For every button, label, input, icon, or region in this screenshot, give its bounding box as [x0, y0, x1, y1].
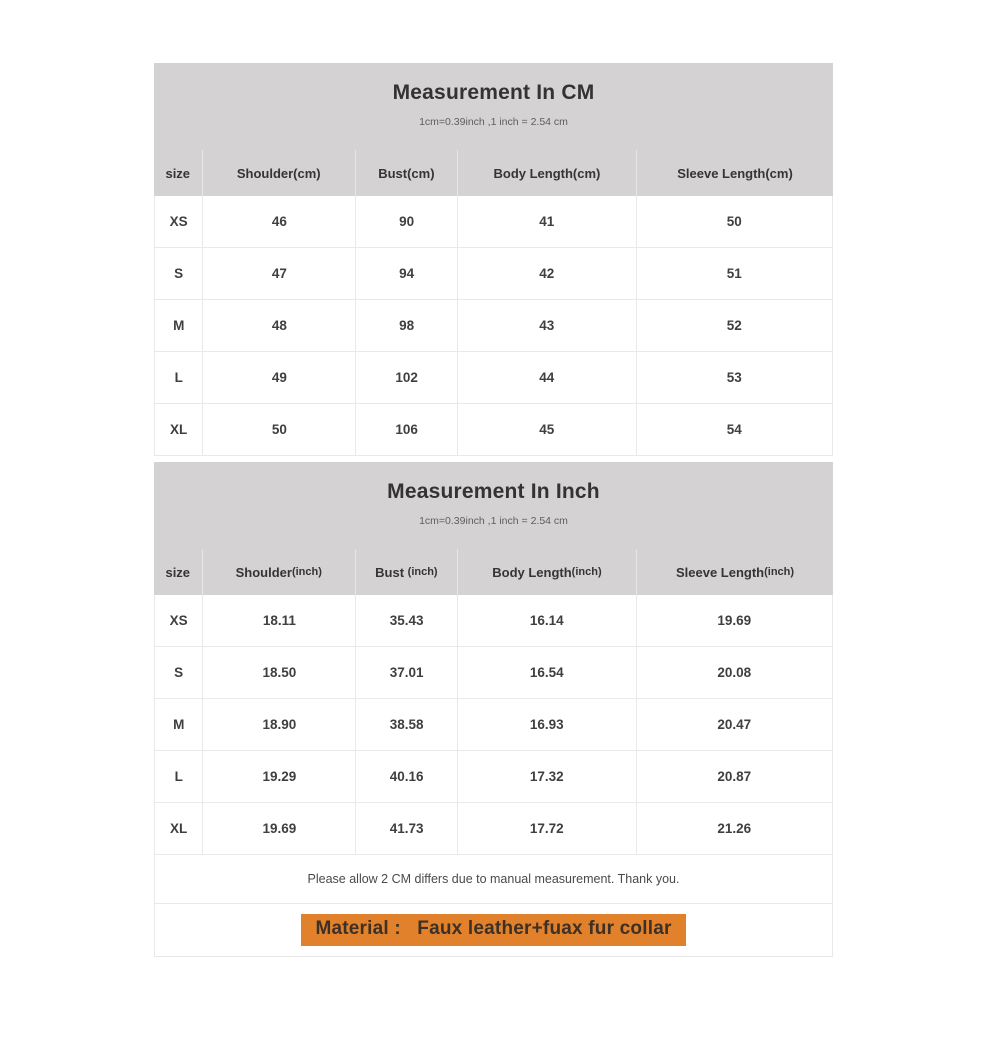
shoulder-cell: 19.69	[202, 803, 355, 855]
cm-column-header-body-length: Body Length(cm)	[457, 150, 636, 196]
inch-column-header-size: size	[165, 564, 191, 580]
inch-column-header-shoulder: Shoulder (inch)	[202, 549, 355, 595]
sleeve-length-cell: 51	[636, 248, 832, 300]
body-length-cell: 17.72	[457, 803, 636, 855]
inch-column-header-body-length: Body Length (inch)	[457, 549, 636, 595]
table-row-l-inch	[155, 751, 832, 803]
shoulder-cell: 46	[202, 196, 355, 248]
size-chart-page	[0, 63, 1000, 1063]
cm-column-header-sleeve-length: Sleeve Length(cm)	[636, 150, 833, 196]
size-cell: XL	[155, 404, 202, 456]
table-row-xl-inch	[155, 803, 832, 855]
sleeve-length-cell: 20.87	[636, 751, 832, 803]
shoulder-cell: 50	[202, 404, 355, 456]
body-length-cell: 43	[457, 300, 636, 352]
bust-cell: 94	[355, 248, 457, 300]
cm-column-header-bust: Bust(cm)	[355, 150, 457, 196]
inch-table-body	[154, 595, 833, 855]
bust-cell: 106	[355, 404, 457, 456]
cm-table-header	[154, 63, 833, 196]
size-cell: L	[155, 751, 202, 803]
shoulder-cell: 49	[202, 352, 355, 404]
size-cell: XS	[155, 595, 202, 647]
bust-cell: 90	[355, 196, 457, 248]
size-cell: XS	[155, 196, 202, 248]
shoulder-cell: 48	[202, 300, 355, 352]
inch-conversion-note: 1cm=0.39inch ,1 inch = 2.54 cm	[419, 515, 568, 527]
bust-cell: 35.43	[355, 595, 457, 647]
size-cell: M	[155, 300, 202, 352]
bust-cell: 102	[355, 352, 457, 404]
inch-column-header-bust: Bust (inch)	[355, 549, 457, 595]
sleeve-length-cell: 52	[636, 300, 832, 352]
bust-cell: 98	[355, 300, 457, 352]
shoulder-cell: 47	[202, 248, 355, 300]
table-row-m-cm	[155, 300, 832, 352]
shoulder-cell: 18.11	[202, 595, 355, 647]
size-cell: XL	[155, 803, 202, 855]
sleeve-length-cell: 54	[636, 404, 832, 456]
size-cell: S	[155, 248, 202, 300]
table-row-s-inch	[155, 647, 832, 699]
body-length-cell: 45	[457, 404, 636, 456]
body-length-cell: 41	[457, 196, 636, 248]
cm-column-header-size: size	[165, 165, 191, 181]
sleeve-length-cell: 19.69	[636, 595, 832, 647]
shoulder-cell: 18.50	[202, 647, 355, 699]
body-length-cell: 44	[457, 352, 636, 404]
measurement-note-text: Please allow 2 CM differs due to manual measurement. Thank you.	[307, 872, 680, 886]
size-cell: S	[155, 647, 202, 699]
inch-table-title: Measurement In Inch	[387, 480, 600, 503]
bust-cell: 41.73	[355, 803, 457, 855]
table-row-xs-cm	[155, 196, 832, 248]
table-row-xl-cm	[155, 404, 832, 456]
body-length-cell: 17.32	[457, 751, 636, 803]
cm-table-title: Measurement In CM	[392, 81, 595, 104]
size-cell: M	[155, 699, 202, 751]
inch-table-header	[154, 462, 833, 595]
bust-cell: 40.16	[355, 751, 457, 803]
size-cell: L	[155, 352, 202, 404]
cm-table-body	[154, 196, 833, 456]
bust-cell: 38.58	[355, 699, 457, 751]
sleeve-length-cell: 53	[636, 352, 832, 404]
size-chart	[154, 63, 833, 957]
table-measurement-cm	[154, 63, 833, 456]
measurement-note-row	[154, 855, 833, 904]
bust-cell: 37.01	[355, 647, 457, 699]
sleeve-length-cell: 20.47	[636, 699, 832, 751]
material-row	[154, 904, 833, 957]
table-row-s-cm	[155, 248, 832, 300]
inch-column-header-row	[154, 549, 833, 595]
table-row-xs-inch	[155, 595, 832, 647]
body-length-cell: 42	[457, 248, 636, 300]
sleeve-length-cell: 21.26	[636, 803, 832, 855]
sleeve-length-cell: 20.08	[636, 647, 832, 699]
table-measurement-inch	[154, 462, 833, 855]
cm-column-header-row	[154, 150, 833, 196]
body-length-cell: 16.14	[457, 595, 636, 647]
shoulder-cell: 18.90	[202, 699, 355, 751]
cm-column-header-shoulder: Shoulder(cm)	[202, 150, 355, 196]
material-label: Material : Faux leather+fuax fur collar	[301, 914, 685, 946]
inch-column-header-sleeve-length: Sleeve Length (inch)	[636, 549, 833, 595]
shoulder-cell: 19.29	[202, 751, 355, 803]
table-row-m-inch	[155, 699, 832, 751]
table-row-l-cm	[155, 352, 832, 404]
cm-conversion-note: 1cm=0.39inch ,1 inch = 2.54 cm	[419, 116, 568, 128]
sleeve-length-cell: 50	[636, 196, 832, 248]
body-length-cell: 16.54	[457, 647, 636, 699]
body-length-cell: 16.93	[457, 699, 636, 751]
